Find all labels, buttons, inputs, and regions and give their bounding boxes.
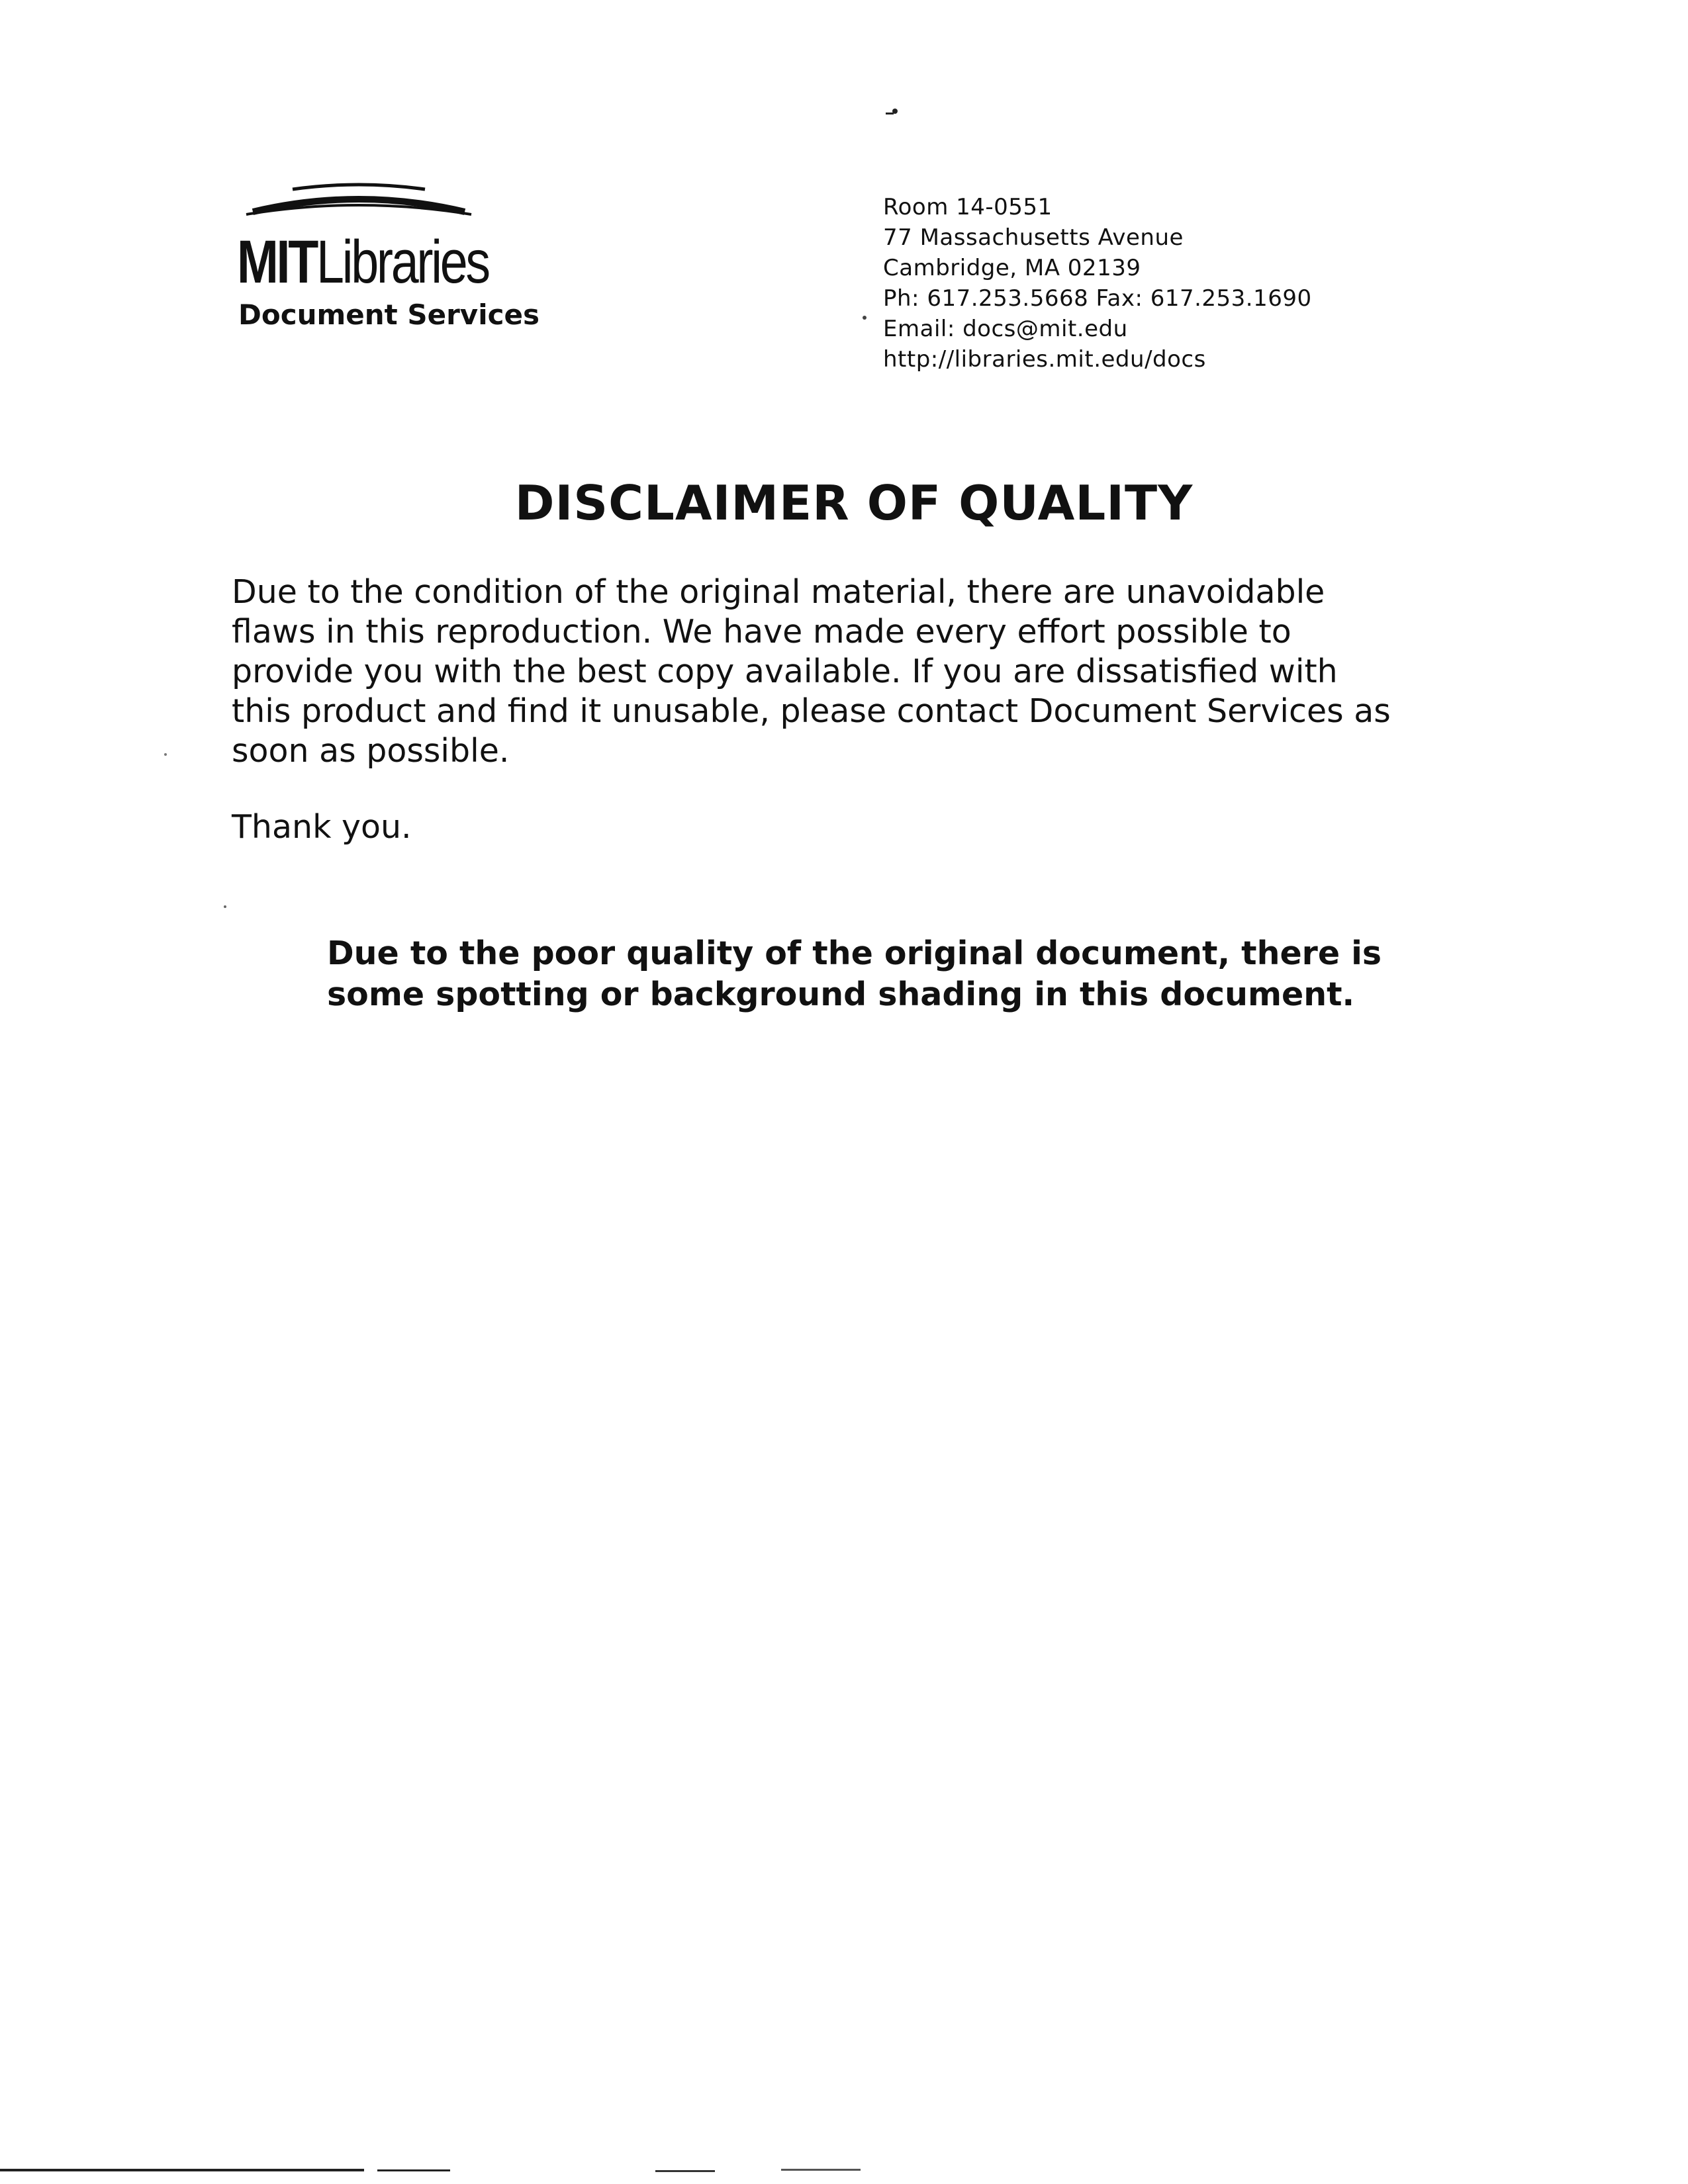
address-url: http://libraries.mit.edu/docs [883,346,1206,373]
address-block [883,192,1312,375]
paragraph-line: flaws in this reproduction. We have made every effort possible to [232,613,1291,651]
paragraph-line: soon as possible. [232,732,510,770]
arc-icon [233,173,485,233]
mit-libraries-logo [233,173,544,332]
logo-wordmark [237,228,489,296]
quality-notice [327,933,1382,1015]
address-city: Cambridge, MA 02139 [883,255,1141,281]
disclaimer-paragraph [232,572,1489,771]
notice-line: some spotting or background shading in this document. [327,976,1355,1013]
thank-you-text: Thank you. [232,808,412,846]
paragraph-line: provide you with the best copy available. If you are dissatisfied with [232,653,1338,690]
notice-line: Due to the poor quality of the original document, there is [327,934,1382,972]
page-title: DISCLAIMER OF QUALITY [514,475,1194,531]
address-street: 77 Massachusetts Avenue [883,224,1184,251]
logo-word-mit: MIT [237,228,317,296]
address-email: Email: docs@mit.edu [883,316,1128,342]
paragraph-line: Due to the condition of the original material, there are unavoidable [232,573,1325,611]
address-phone-fax: Ph: 617.253.5668 Fax: 617.253.1690 [883,285,1312,312]
logo-word-libraries: Libraries [316,228,489,296]
paragraph-line: this product and find it unusable, please contact Document Services as [232,692,1391,730]
logo-subtitle: Document Services [238,298,539,331]
address-room: Room 14-0551 [883,194,1053,220]
